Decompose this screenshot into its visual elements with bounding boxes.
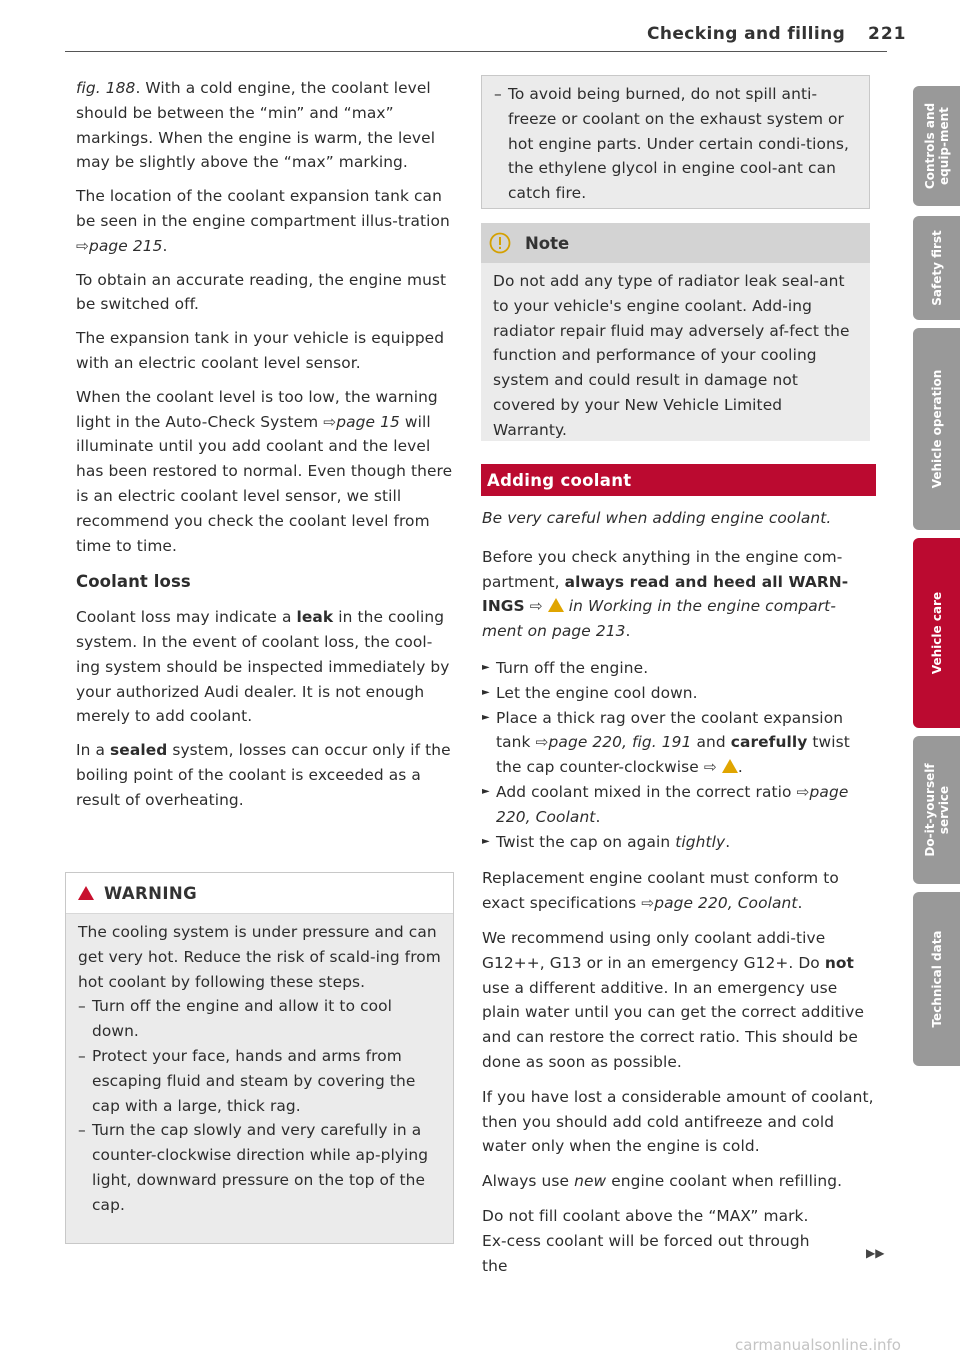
- paragraph-reading: To obtain an accurate reading, the engine must be switched off.: [76, 270, 447, 314]
- warning-triangle-icon: [722, 759, 738, 773]
- step-item: ► Let the engine cool down.: [482, 683, 698, 702]
- right-column: [482, 506, 874, 1278]
- side-tab-controls[interactable]: [913, 86, 960, 206]
- side-tab-vehicle-care[interactable]: [913, 538, 960, 728]
- paragraph-max-mark: Do not fill coolant above the “MAX” mark. Ex-cess coolant will be forced out through the: [482, 1206, 810, 1275]
- warning-header: [66, 873, 453, 914]
- note-text: Do not add any type of radiator leak seal-ant to your vehicle's engine coolant. Add-ing radiator repair fluid may adversely af-fect the function and performance of your cooling system and could result in damage not covered by your New Vehicle Limited Warranty.: [493, 272, 850, 439]
- warning-item: – Turn off the engine and allow it to cool down.: [78, 997, 393, 1041]
- paragraph-fig-ref: fig. 188. With a cold engine, the coolant level should be between the “min” and “max” markings. When the engine is warm, the level may be slightly above the “max” marking.: [76, 79, 436, 172]
- arrow-icon: ⇨: [323, 412, 337, 431]
- paragraph-new-coolant: Always use new engine coolant when refilling.: [482, 1172, 843, 1191]
- side-tab-vehicle-operation[interactable]: [913, 328, 960, 530]
- side-tab-label: Technical data: [929, 930, 944, 1028]
- warning-item: – Protect your face, hands and arms from escaping fluid and steam by covering the cap with a large, thick rag.: [78, 1046, 416, 1115]
- step-item: ► Add coolant mixed in the correct ratio ⇨page 220, Coolant.: [482, 782, 849, 826]
- side-tab-technical-data[interactable]: [913, 892, 960, 1066]
- heading-coolant-loss: Coolant loss: [76, 572, 191, 592]
- paragraph-before-check: Before you check anything in the engine com-partment, always read and heed all WARN-INGS ⇨ in Working in the engine compart-ment on page 213.: [482, 547, 849, 641]
- note-box: [481, 223, 870, 441]
- side-tab-label: Vehicle operation: [929, 369, 944, 489]
- note-info-icon: [489, 232, 511, 254]
- header-rule: [65, 51, 887, 52]
- section-title: Adding coolant: [487, 470, 632, 490]
- continue-arrow-icon: ▶▶: [866, 1246, 885, 1260]
- page-link[interactable]: page 220, fig. 191: [548, 733, 692, 752]
- paragraph-warning-light: When the coolant level is too low, the warning light in the Auto-Check System ⇨page 15 will illuminate until you add coolant and the level has been restored to normal. Even though there is an electric coolant level sensor, we still recommend you check the coolant level from time to time.: [76, 387, 453, 555]
- warning-title: WARNING: [104, 883, 198, 903]
- page-number: 221: [868, 24, 907, 44]
- warning-box: [65, 872, 454, 1244]
- arrow-icon: ⇨: [76, 236, 89, 255]
- paragraph-lost-coolant: If you have lost a considerable amount of coolant, then you should add cold antifreeze and cold water only when the engine is cold.: [482, 1087, 874, 1156]
- arrow-icon: ⇨: [529, 597, 543, 616]
- page-link[interactable]: in Working in the engine compart-ment on page 213: [482, 597, 836, 641]
- step-item: ► Turn off the engine.: [482, 658, 649, 677]
- side-tab-label: Controls and equip-ment: [922, 102, 951, 190]
- step-item: ► Twist the cap on again tightly.: [482, 832, 731, 851]
- paragraph-specs: Replacement engine coolant must conform to exact specifications ⇨page 220, Coolant.: [482, 869, 839, 913]
- side-tab-label: Do-it-yourself service: [922, 763, 951, 857]
- page-link[interactable]: page 15: [336, 412, 400, 431]
- arrow-icon: ⇨: [641, 894, 655, 913]
- side-tab-safety[interactable]: [913, 216, 960, 320]
- warning-intro: The cooling system is under pressure and can get very hot. Reduce the risk of scald-ing from hot coolant by following these steps.: [78, 923, 441, 991]
- left-column: [76, 76, 454, 813]
- step-item: ► Place a thick rag over the coolant expansion tank ⇨page 220, fig. 191 and carefully twist the cap counter-clockwise ⇨ .: [482, 708, 850, 777]
- page-link[interactable]: page 220, Coolant: [496, 782, 849, 826]
- paragraph-sensor: The expansion tank in your vehicle is equipped with an electric coolant level sensor.: [76, 329, 445, 372]
- arrow-icon: ⇨: [703, 758, 717, 777]
- side-tab-label: Safety first: [929, 230, 944, 306]
- figure-ref[interactable]: fig. 188: [76, 79, 136, 97]
- side-tab-do-it-yourself[interactable]: [913, 736, 960, 884]
- paragraph-additive: We recommend using only coolant addi-tive G12++, G13 or in an emergency G12+. Do not use a different additive. In an emergency use plain water until you can get the correct additive and can restore the correct ratio. This should be done as soon as possible.: [482, 928, 865, 1071]
- warning-triangle-icon: [78, 886, 94, 900]
- page-link[interactable]: page 215: [89, 236, 163, 255]
- side-tab-label: Vehicle care: [929, 591, 944, 675]
- intro-italic: Be very careful when adding engine coolant.: [482, 509, 832, 527]
- note-header: [481, 223, 870, 263]
- warning-item: – To avoid being burned, do not spill anti-freeze or coolant on the exhaust system or hot engine parts. Under certain condi-tions, the ethylene glycol in engine cool-ant can catch fire.: [494, 85, 849, 203]
- note-title: Note: [525, 233, 570, 253]
- section-title-bar: [481, 464, 876, 496]
- paragraph-location: The location of the coolant expansion tank can be seen in the engine compartment illus-tration ⇨page 215.: [76, 187, 450, 255]
- arrow-icon: ⇨: [796, 782, 810, 801]
- paragraph-sealed: In a sealed system, losses can occur only if the boiling point of the coolant is exceeded as a result of overheating.: [76, 741, 451, 809]
- warning-box-continued: [481, 75, 870, 209]
- warning-item: – Turn the cap slowly and very carefully in a counter-clockwise direction while ap-plying light, downward pressure on the top of the cap.: [78, 1121, 429, 1214]
- arrow-icon: ⇨: [535, 733, 549, 752]
- page-link[interactable]: page 220, Coolant: [654, 894, 798, 913]
- paragraph-leak: Coolant loss may indicate a leak in the cooling system. In the event of coolant loss, the cool-ing system should be inspected immediately by your authorized Audi dealer. It is not enough merely to add coolant.: [76, 608, 450, 726]
- warning-triangle-icon: [548, 598, 564, 612]
- watermark: carmanualsonline.info: [735, 1336, 901, 1354]
- section-header-title: Checking and filling: [647, 24, 846, 44]
